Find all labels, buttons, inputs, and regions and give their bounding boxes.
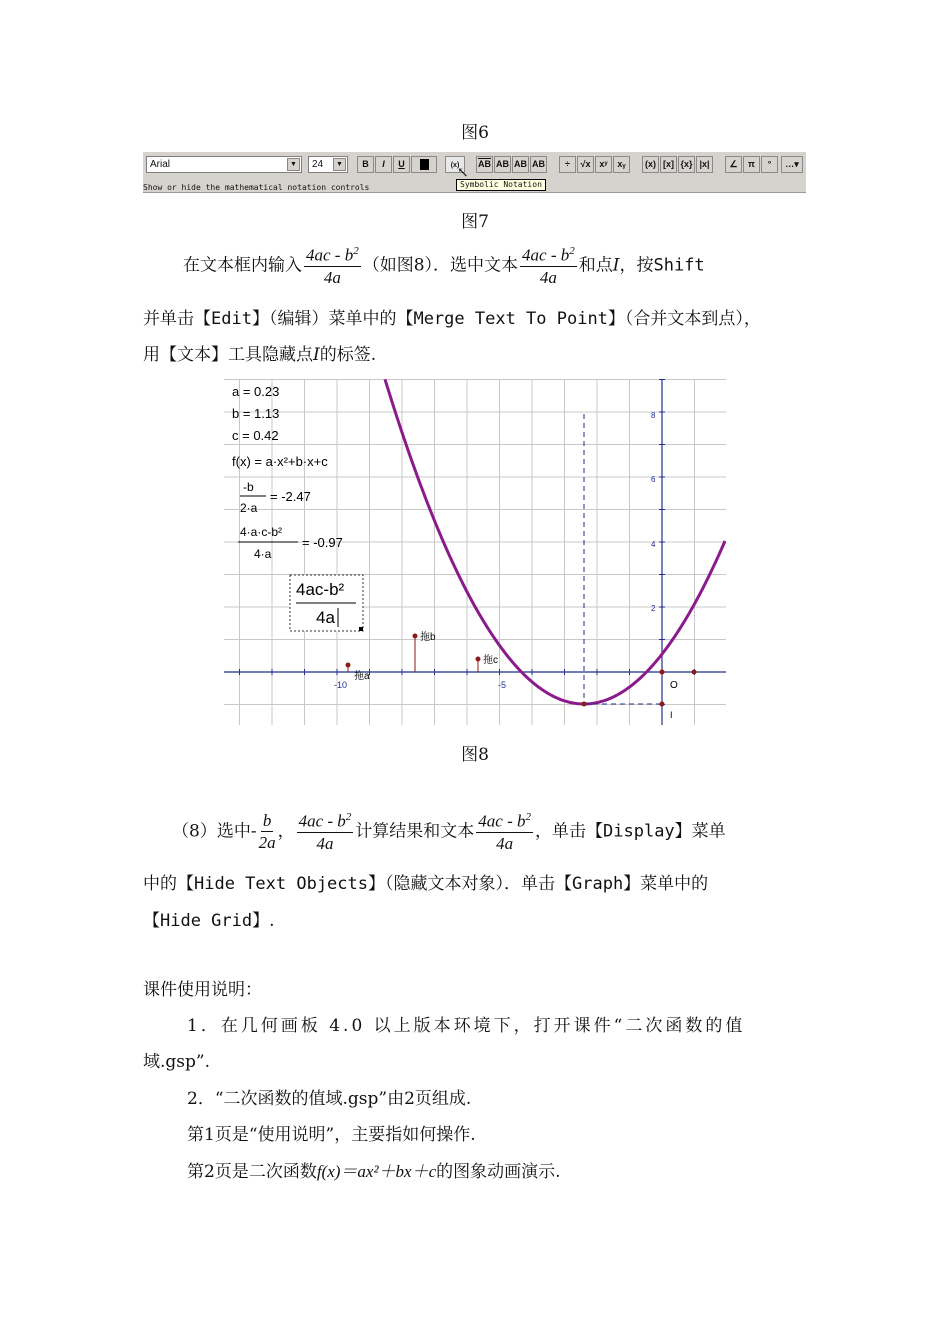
sqrt-button[interactable] [577, 156, 594, 173]
text-span: 】菜单 [674, 821, 726, 842]
x-tick-label-minus-5: -5 [498, 680, 507, 690]
underline-icon: U [398, 159, 405, 169]
figure-7-caption: 图7 [461, 212, 489, 232]
calc-frac1-value[interactable]: = -2.47 [270, 489, 311, 504]
sqrt-icon: √x [580, 159, 591, 169]
text-span: 】. [252, 911, 275, 931]
italic-icon: I [382, 159, 385, 169]
num-text: 4ac - b [298, 811, 346, 831]
text-span: 在文本框内输入 [183, 255, 302, 276]
num-sup: 2 [353, 245, 359, 257]
command-name: Hide Text Objects [194, 874, 368, 894]
drag-a-point[interactable] [346, 663, 351, 668]
quadratic-formula: f(x)＝ax²＋bx＋c [316, 1162, 437, 1181]
notes-page-2 [187, 1163, 561, 1181]
text-span: 计算结果和文本 [355, 821, 475, 842]
degree-button[interactable] [761, 156, 778, 173]
text-color-button[interactable] [411, 156, 437, 173]
text-span: ，单击【 [535, 821, 604, 842]
y-tick-label-2: 2 [651, 604, 656, 613]
symbolic-notation-tooltip: Symbolic Notation [456, 179, 546, 191]
superscript-button[interactable] [595, 156, 612, 173]
y-tick-label-4: 4 [651, 540, 656, 549]
pi-icon: π [748, 159, 755, 169]
abs-button[interactable] [696, 156, 713, 173]
figure-6-caption: 图6 [461, 123, 489, 143]
text-span: 的图象动画演示. [436, 1162, 561, 1182]
param-a-label[interactable]: a = 0.23 [232, 384, 280, 399]
num-sup: 2 [345, 811, 352, 823]
text-toolbar [143, 151, 806, 193]
font-size-select[interactable] [308, 156, 348, 173]
vertex-point-label: I [670, 710, 673, 720]
paragraph-2-line-2 [143, 876, 708, 893]
fraction-numerator [476, 812, 533, 833]
drag-a-label: 拖a [354, 671, 370, 682]
function-label[interactable]: f(x) = a·x²+b·x+c [232, 454, 328, 469]
text-span: 用【文本】工具隐藏点 [143, 345, 313, 365]
param-c-label[interactable]: c = 0.42 [232, 428, 279, 443]
point-label: I [612, 255, 620, 276]
paren-icon: (x) [645, 159, 656, 169]
notes-item-2: 2．“二次函数的值域.gsp”由2页组成. [187, 1089, 472, 1109]
ab-bar-icon: $\overline{AB}$ [478, 159, 491, 169]
fraction-denominator: 2a [258, 833, 276, 853]
text-span: 中的【 [143, 874, 194, 894]
menu-name: Edit [211, 309, 252, 329]
color-icon [420, 159, 429, 170]
fraction-denominator: 4a [496, 833, 514, 853]
calc-frac1-denominator: 2·a [240, 501, 258, 515]
fraction-denominator: 4a [539, 267, 557, 287]
underline-button[interactable] [393, 156, 410, 173]
paragraph-1-line-3 [143, 347, 376, 364]
status-bar-text: Show or hide the mathematical notation controls [143, 183, 370, 192]
paragraph-1-line-1 [183, 246, 705, 286]
pi-button[interactable] [743, 156, 760, 173]
text-span: （如图8）．选中文本 [362, 255, 519, 276]
fraction-numerator: b [262, 811, 272, 831]
bracket-button[interactable] [660, 156, 677, 173]
chevron-down-icon: ▼ [287, 158, 300, 171]
figure-8-caption: 图8 [461, 745, 489, 765]
quadratic-graph [224, 379, 726, 725]
origin-label: O [670, 680, 678, 691]
abs-icon: |x| [699, 159, 710, 169]
notes-item-1-line-2: 域.gsp”. [143, 1052, 210, 1072]
y-tick-label-8: 8 [651, 411, 656, 420]
notation-icon: (x) [450, 162, 460, 169]
drag-c-point[interactable] [476, 657, 481, 662]
text-span: 和点 [578, 255, 613, 276]
menu-name: Display [603, 821, 675, 842]
param-b-label[interactable]: b = 1.13 [232, 406, 280, 421]
fraction-4ac-b2-4a [520, 246, 577, 286]
fraction-4ac-b2-4a [304, 246, 361, 286]
fraction-button[interactable] [559, 156, 576, 173]
text-span: 】菜单中的 [623, 874, 709, 894]
ab-arrow-icon: AB [514, 159, 527, 169]
text-span: 】（隐藏文本对象）．单击【 [368, 874, 572, 894]
text-span: 第2页是二次函数 [187, 1162, 317, 1182]
paragraph-1-line-2 [143, 311, 761, 328]
subscript-button[interactable] [613, 156, 630, 173]
ab-dot-icon: AB [496, 159, 509, 169]
num-sup: 2 [525, 811, 532, 823]
drag-c-label: 拖c [483, 655, 498, 666]
text-span: ，按 [619, 255, 654, 276]
text-span: 并单击【 [143, 309, 211, 329]
ab-bar-button[interactable] [476, 156, 493, 173]
num-text: 4ac - b [522, 245, 570, 265]
num-text: 4ac - b [306, 245, 354, 265]
num-sup: 2 [569, 245, 575, 257]
paragraph-2-line-1 [172, 812, 726, 852]
notes-heading: 课件使用说明： [143, 980, 262, 1000]
command-name: Hide Grid [160, 911, 253, 931]
notes-item-1-line-1: 1．在几何画板 4.0 以上版本环境下，打开课件“二次函数的值 [187, 1016, 746, 1036]
origin-point[interactable] [660, 670, 665, 675]
bold-button[interactable] [357, 156, 374, 173]
paren-button[interactable] [642, 156, 659, 173]
angle-icon: ∠ [729, 159, 738, 169]
fraction-denominator: 4a [323, 267, 341, 287]
fraction-numerator [520, 246, 577, 267]
vertex-point[interactable] [582, 702, 587, 707]
fraction-numerator [304, 246, 361, 267]
more-symbols-button[interactable] [781, 156, 803, 173]
superscript-icon: xʸ [599, 159, 608, 169]
ab-dot-button[interactable] [494, 156, 511, 173]
fraction-icon: ÷ [565, 159, 570, 169]
fraction-b-2a [259, 812, 276, 851]
drag-b-label: 拖b [420, 632, 436, 643]
notes-page-1: 第1页是“使用说明”，主要指如何操作. [187, 1125, 476, 1145]
calc-frac2-numerator: 4·a·c-b² [240, 525, 283, 539]
more-icon: …▾ [785, 159, 799, 169]
calc-frac2-denominator: 4·a [254, 547, 272, 561]
font-size-value: 24 [312, 159, 324, 170]
menu-name: Graph [572, 874, 624, 894]
text-span: 的标签. [319, 345, 377, 365]
calc-frac1-numerator: -b [243, 480, 254, 494]
text-span: 】（合并文本到点）， [607, 309, 761, 329]
fraction-numerator [297, 812, 354, 833]
chevron-down-icon: ▼ [333, 158, 346, 171]
grid-lines [224, 379, 726, 725]
angle-button[interactable] [725, 156, 742, 173]
calc-frac2-value[interactable]: = -0.97 [302, 535, 343, 550]
fraction-4ac-b2-4a [297, 812, 354, 852]
ab-hat-icon: AB [532, 159, 545, 169]
point-label: I [313, 345, 320, 365]
font-name-value: Arial [150, 159, 171, 170]
command-name: Merge Text To Point [413, 309, 608, 329]
key-name: Shift [653, 255, 705, 276]
axes [224, 379, 726, 725]
text-span: 】（编辑）菜单中的【 [251, 309, 414, 329]
y-tick-label-6: 6 [651, 475, 656, 484]
minus-sign: - [250, 821, 257, 842]
bold-icon: B [362, 159, 369, 169]
italic-button[interactable] [375, 156, 392, 173]
fraction-denominator: 4a [316, 833, 334, 853]
text-span: （8）选中 [172, 821, 251, 842]
bracket-icon: [x] [663, 159, 674, 169]
font-name-select[interactable] [146, 156, 302, 173]
text-box-numerator: 4ac-b² [296, 580, 345, 599]
unit-point[interactable] [692, 670, 697, 675]
mouse-cursor-icon: ↖ [457, 165, 469, 181]
ab-hat-button[interactable] [530, 156, 547, 173]
fraction-4ac-b2-4a [476, 812, 533, 852]
brace-button[interactable] [678, 156, 695, 173]
text-span: 【 [143, 911, 160, 931]
x-tick-label-minus-10: -10 [334, 680, 348, 690]
text-span: ， [277, 821, 295, 842]
num-text: 4ac - b [478, 811, 526, 831]
point-i[interactable] [660, 702, 665, 707]
resize-handle[interactable] [359, 627, 363, 631]
paragraph-2-line-3 [143, 913, 275, 930]
subscript-icon: xᵧ [617, 159, 626, 169]
degree-icon: ° [767, 159, 772, 169]
brace-icon: {x} [680, 159, 693, 169]
ab-arrow-button[interactable] [512, 156, 529, 173]
drag-b-point[interactable] [413, 634, 418, 639]
text-box-denominator: 4a [316, 608, 335, 627]
